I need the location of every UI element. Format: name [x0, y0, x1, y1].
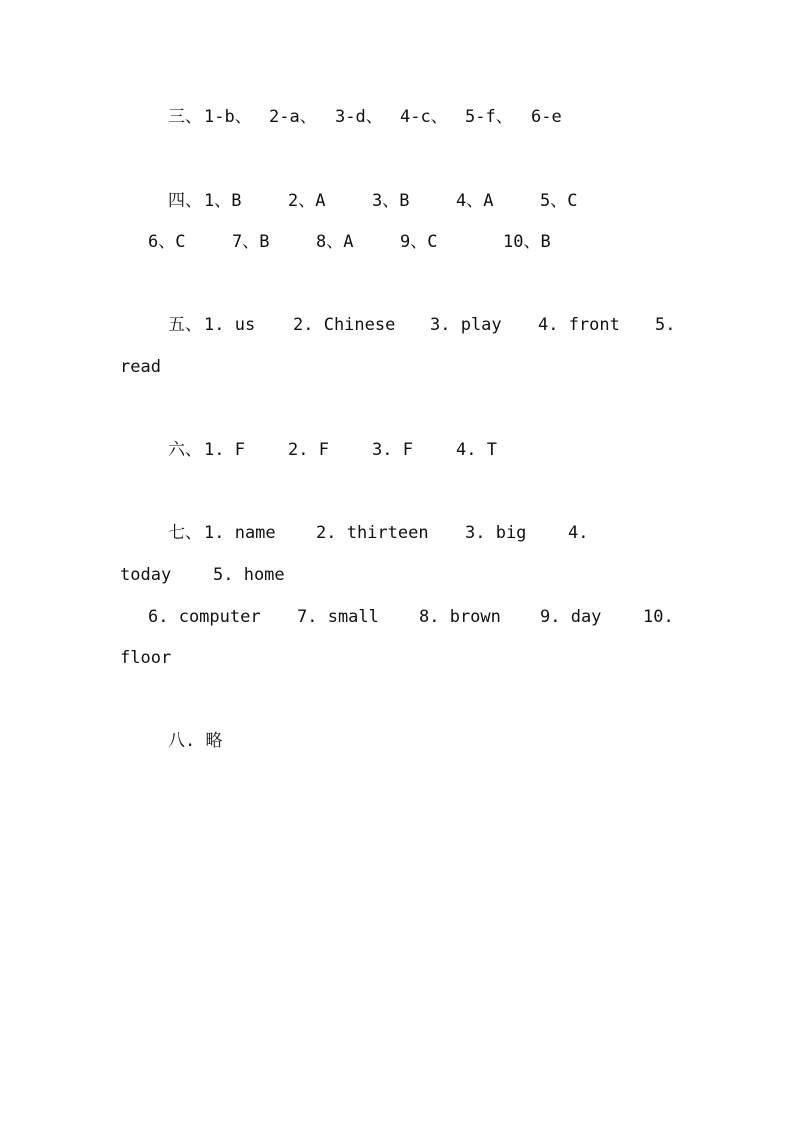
answer-item: 5-f、 [465, 107, 513, 127]
answer-item: 5. [655, 315, 676, 335]
answer-item: 9. day [540, 607, 602, 627]
section-4-answers-row-2 [0, 232, 793, 252]
answer-item: 5. home [213, 565, 285, 585]
answer-item: 6-e [531, 107, 562, 127]
answer-item: 2. thirteen [316, 523, 429, 543]
answer-item: 8. brown [419, 607, 501, 627]
section-6-label: 六、 [168, 440, 202, 460]
answer-item: 3. big [465, 523, 527, 543]
answer-item: 1、B [204, 191, 242, 211]
answer-item-continued: floor [120, 648, 172, 668]
answer-item: 5、C [540, 191, 578, 211]
section-7-answers-row-2 [0, 565, 793, 585]
answer-item: 3. play [430, 315, 502, 335]
answer-item: 7. small [297, 607, 379, 627]
answer-item: 6. computer [148, 607, 261, 627]
section-8-label: 八. 略 [168, 731, 223, 751]
answer-item: 8、A [316, 232, 354, 252]
answer-item: 10. [643, 607, 674, 627]
section-7-answers-row-3 [0, 607, 793, 627]
answer-item: 4、A [456, 191, 494, 211]
answer-item: 1-b、 [204, 107, 252, 127]
answer-item: 3-d、 [335, 107, 383, 127]
section-6-answers [0, 440, 793, 460]
answer-item: 1. name [204, 523, 276, 543]
answer-item: 6、C [148, 232, 186, 252]
answer-item: 4-c、 [400, 107, 448, 127]
answer-item: 9、C [400, 232, 438, 252]
answer-item: 3. F [372, 440, 413, 460]
answer-item-continued: read [120, 357, 161, 377]
section-3-label: 三、 [168, 107, 202, 127]
section-5-answers [0, 315, 793, 335]
answer-item: 1. us [204, 315, 256, 335]
section-7-label: 七、 [168, 523, 202, 543]
section-7-wrap-line [0, 648, 793, 668]
answer-item: 2. F [288, 440, 329, 460]
section-5-wrap-line [0, 357, 793, 377]
answer-item: 2、A [288, 191, 326, 211]
answer-item: 2-a、 [269, 107, 317, 127]
answer-item: 10、B [503, 232, 551, 252]
answer-item: 4. [568, 523, 589, 543]
answer-item-continued: today [120, 565, 172, 585]
section-8-answers [0, 731, 793, 751]
section-5-label: 五、 [168, 315, 202, 335]
answer-item: 2. Chinese [293, 315, 396, 335]
section-7-answers-row-1 [0, 523, 793, 543]
answer-item: 4. front [538, 315, 620, 335]
answer-item: 1. F [204, 440, 245, 460]
section-3-answers [0, 107, 793, 127]
answer-item: 3、B [372, 191, 410, 211]
section-4-answers-row-1 [0, 191, 793, 211]
answer-item: 4. T [456, 440, 497, 460]
section-4-label: 四、 [168, 191, 202, 211]
answer-item: 7、B [232, 232, 270, 252]
